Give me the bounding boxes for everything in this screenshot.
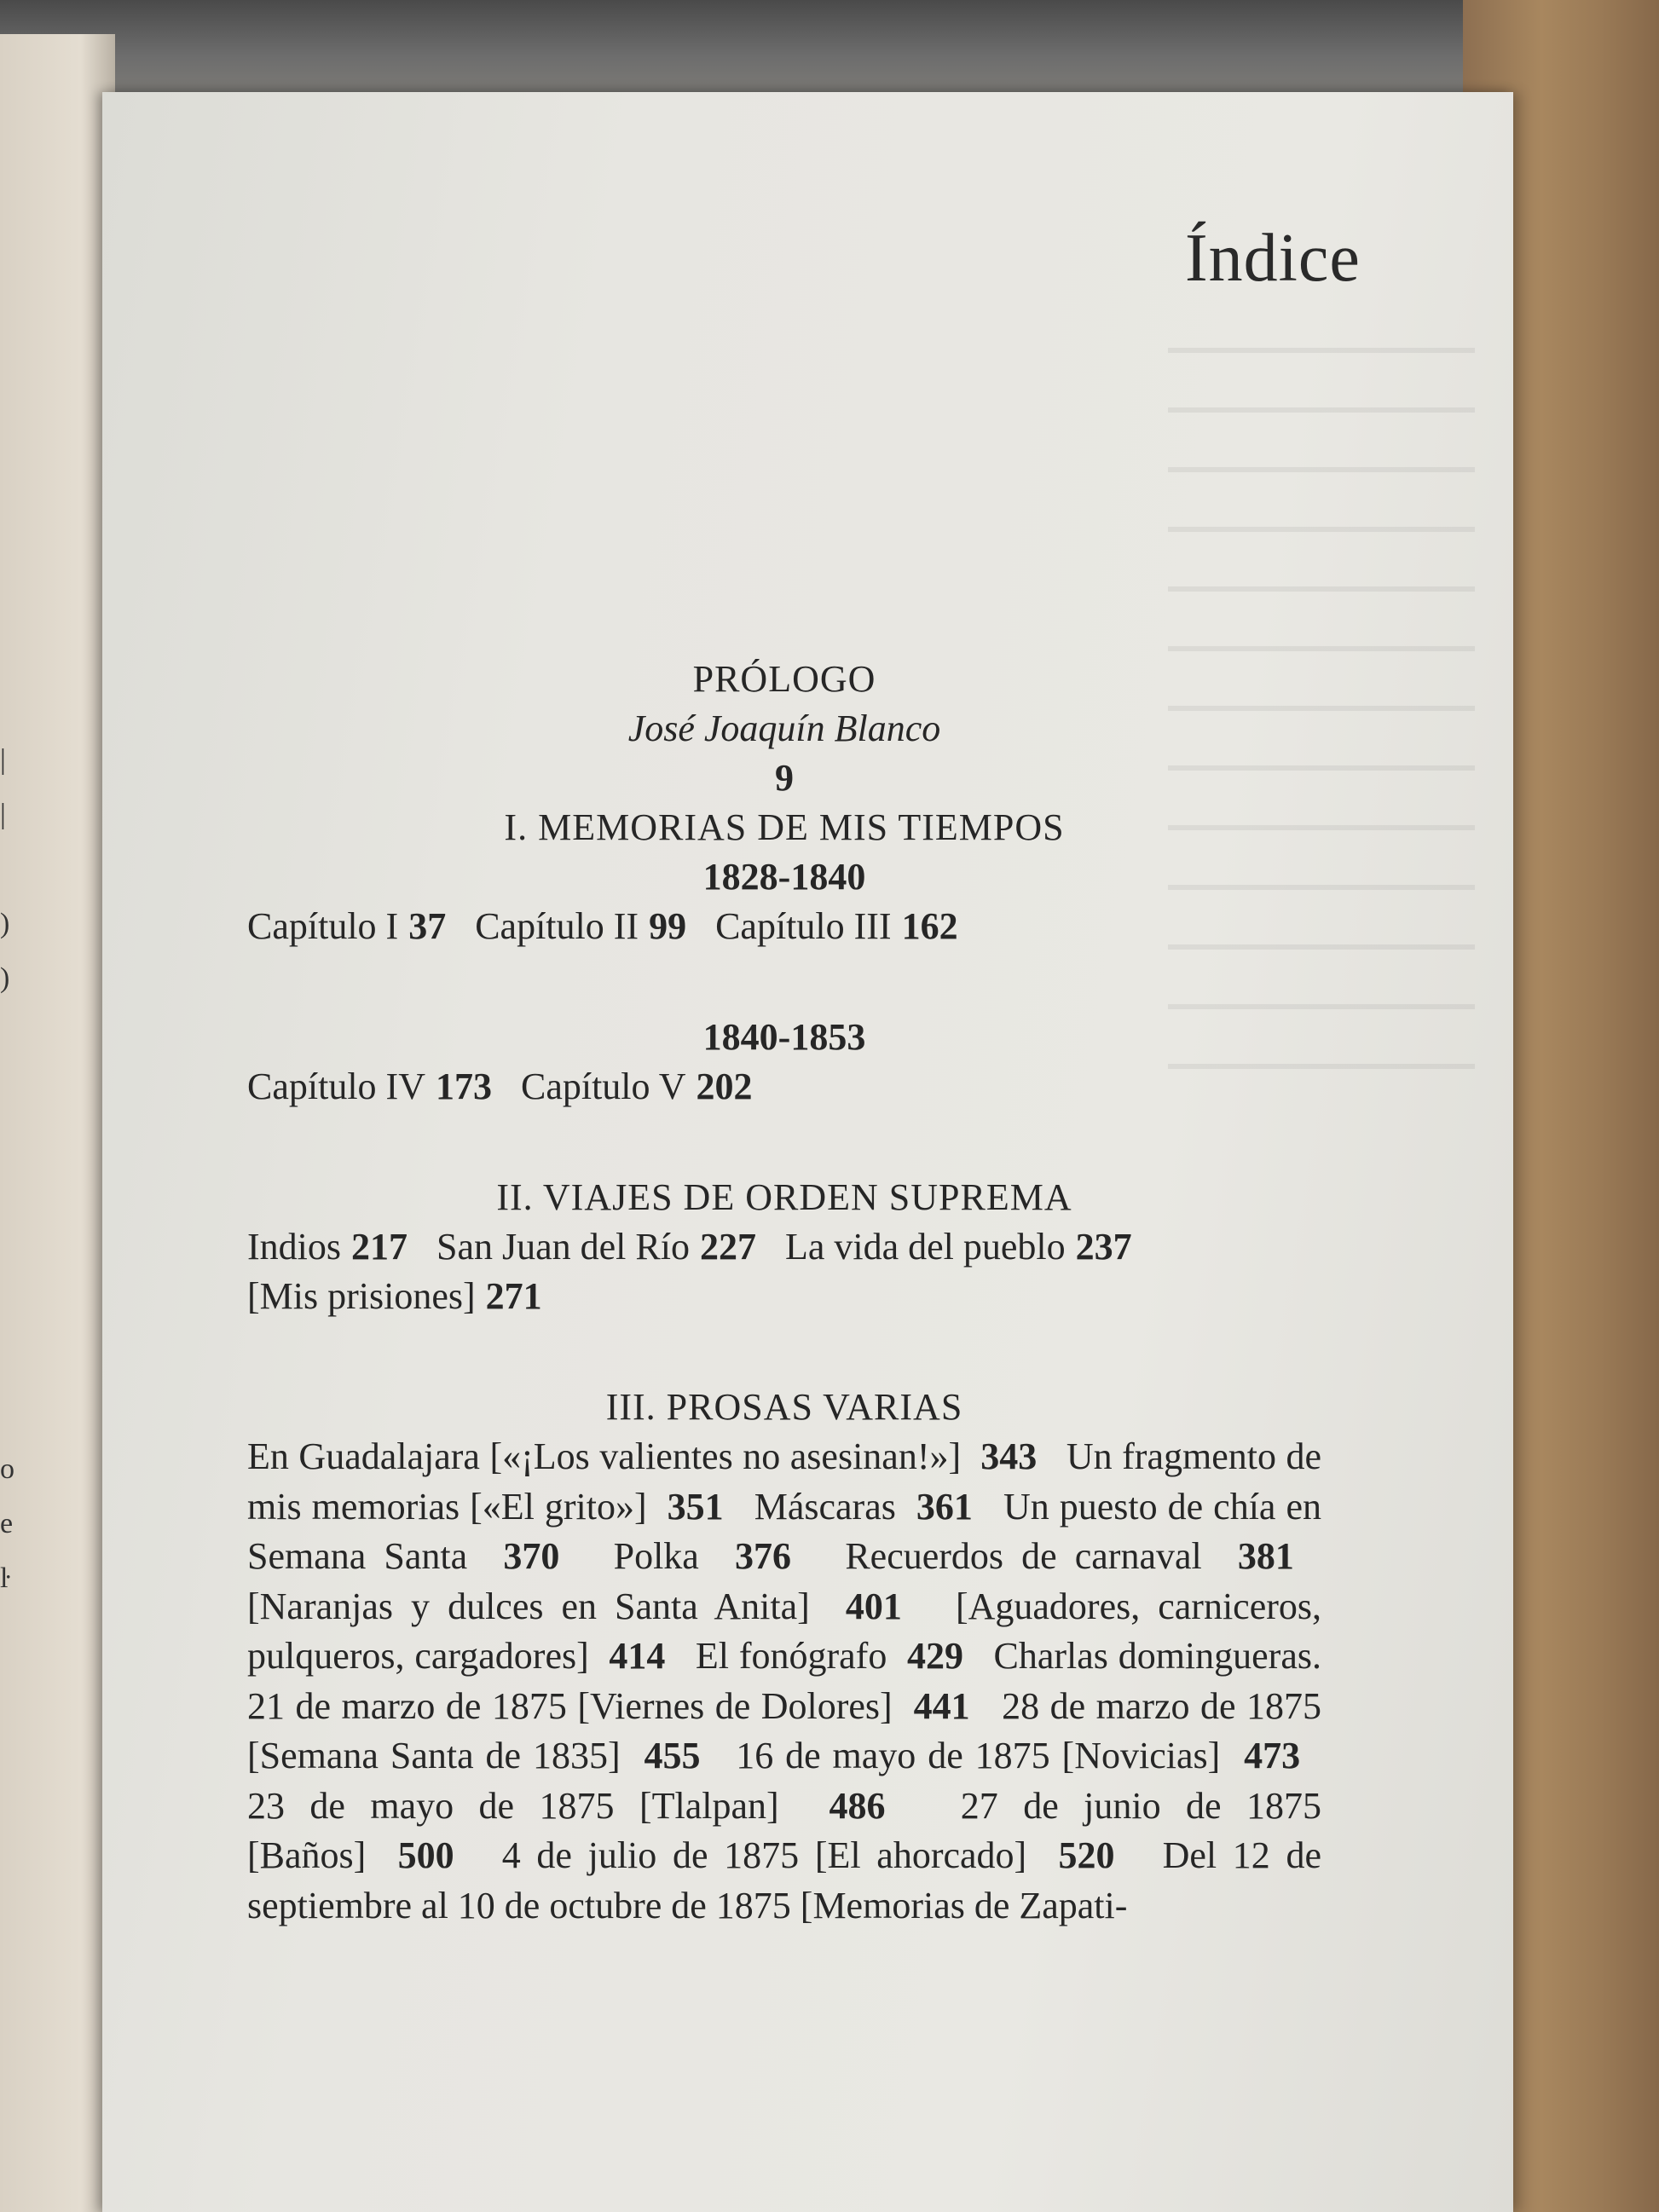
prologo-heading: PRÓLOGO	[692, 658, 876, 700]
part3-entries	[247, 1432, 1321, 1931]
facing-page	[0, 34, 115, 2212]
toc-entry-label: 28 de marzo de 1875 [Semana Santa de 1835]	[247, 1684, 1322, 1776]
toc-entry-label: 27 de junio de 1875 [Baños]	[247, 1784, 1321, 1876]
toc-entry: Capítulo V 202	[520, 1066, 753, 1107]
part2-heading: II. VIAJES DE ORDEN SUPREMA	[496, 1176, 1072, 1218]
toc-entry-label: Un fragmento de mis memorias [«El grito»]	[247, 1435, 1322, 1528]
toc-entry-label: Charlas domingueras. 21 de marzo de 1875 [Viernes de Dolores]	[247, 1635, 1321, 1727]
toc-entry-label: 23 de mayo de 1875 [Tlalpan]	[247, 1784, 779, 1827]
toc-entry	[614, 1535, 791, 1577]
page-title: Índice	[1185, 221, 1361, 296]
toc-entry-page: 351	[667, 1485, 724, 1528]
table-of-contents	[247, 655, 1321, 1931]
toc-entry: Capítulo II 99	[475, 905, 687, 947]
prologo-page: 9	[775, 757, 794, 799]
toc-entry: Capítulo IV 173	[247, 1066, 492, 1107]
toc-entry	[845, 1535, 1294, 1577]
toc-entry-page: 486	[829, 1784, 886, 1827]
toc-entry-page: 370	[503, 1535, 560, 1577]
part2-entries-line1	[247, 1222, 1321, 1272]
toc-entry: La vida del pueblo 237	[784, 1226, 1132, 1268]
part2-entries-line2	[247, 1272, 1321, 1321]
toc-entry	[754, 1486, 973, 1528]
toc-entry-label: El fonógrafo	[695, 1635, 887, 1677]
toc-entry	[247, 1785, 886, 1827]
toc-entry-page: 473	[1244, 1735, 1301, 1776]
toc-entry-label: 16 de mayo de 1875 [Novicias]	[736, 1735, 1221, 1776]
shelf-background	[0, 0, 1659, 94]
toc-entry: Capítulo I 37	[247, 905, 447, 947]
toc-entry	[502, 1834, 1115, 1876]
toc-entry: Indios 217	[247, 1226, 408, 1268]
toc-entry-label: [Naranjas y dulces en Santa Anita]	[247, 1585, 810, 1627]
toc-entry-page: 381	[1237, 1535, 1294, 1577]
toc-entry-page: 414	[609, 1635, 666, 1677]
toc-entry-label: Del 12 de septiembre al 10 de octubre de 1875 [Memorias de Zapati-	[247, 1834, 1322, 1926]
toc-entry-label: Un puesto de chía en Semana Santa	[247, 1485, 1321, 1577]
toc-entry: San Juan del Río 227	[436, 1226, 756, 1268]
book-page	[102, 92, 1513, 2212]
toc-entry-page: 441	[913, 1684, 970, 1727]
toc-entry-label: Máscaras	[754, 1485, 896, 1528]
toc-entry: Capítulo III 162	[715, 905, 958, 947]
toc-entry	[247, 1435, 1037, 1477]
toc-entry-label: Recuerdos de carnaval	[845, 1535, 1202, 1577]
toc-entry-label: Polka	[613, 1535, 699, 1577]
toc-entry-page: 520	[1058, 1834, 1115, 1876]
toc-entry-page: 500	[397, 1834, 454, 1876]
toc-entry: [Mis prisiones] 271	[247, 1275, 542, 1317]
toc-entry-label: En Guadalajara [«¡Los valientes no asesinan!»]	[247, 1435, 962, 1477]
toc-entry-label: 4 de julio de 1875 [El ahorcado]	[501, 1834, 1027, 1876]
prologo-author: José Joaquín Blanco	[627, 707, 941, 749]
part1-period2: 1840-1853	[702, 1016, 866, 1058]
toc-entry-page: 455	[644, 1735, 701, 1776]
part1-chapters1	[247, 902, 1321, 951]
part1-period1: 1828-1840	[702, 856, 866, 898]
toc-entry	[736, 1735, 1300, 1776]
part1-heading: I. MEMORIAS DE MIS TIEMPOS	[504, 806, 1065, 848]
toc-entry-page: 429	[906, 1635, 963, 1677]
part1-chapters2	[247, 1062, 1321, 1112]
toc-entry-label: [Aguadores, carniceros, pulqueros, cargadores]	[247, 1585, 1322, 1677]
toc-entry-page: 401	[845, 1585, 902, 1627]
facing-page-edge-marks: | | ) ) o e ŀ	[0, 744, 14, 1594]
toc-entry	[696, 1635, 963, 1677]
toc-entry-page: 376	[735, 1535, 792, 1577]
toc-entry	[247, 1585, 902, 1627]
toc-entry-page: 361	[916, 1485, 973, 1528]
part3-heading: III. PROSAS VARIAS	[605, 1386, 963, 1428]
toc-entry-page: 343	[980, 1435, 1038, 1477]
